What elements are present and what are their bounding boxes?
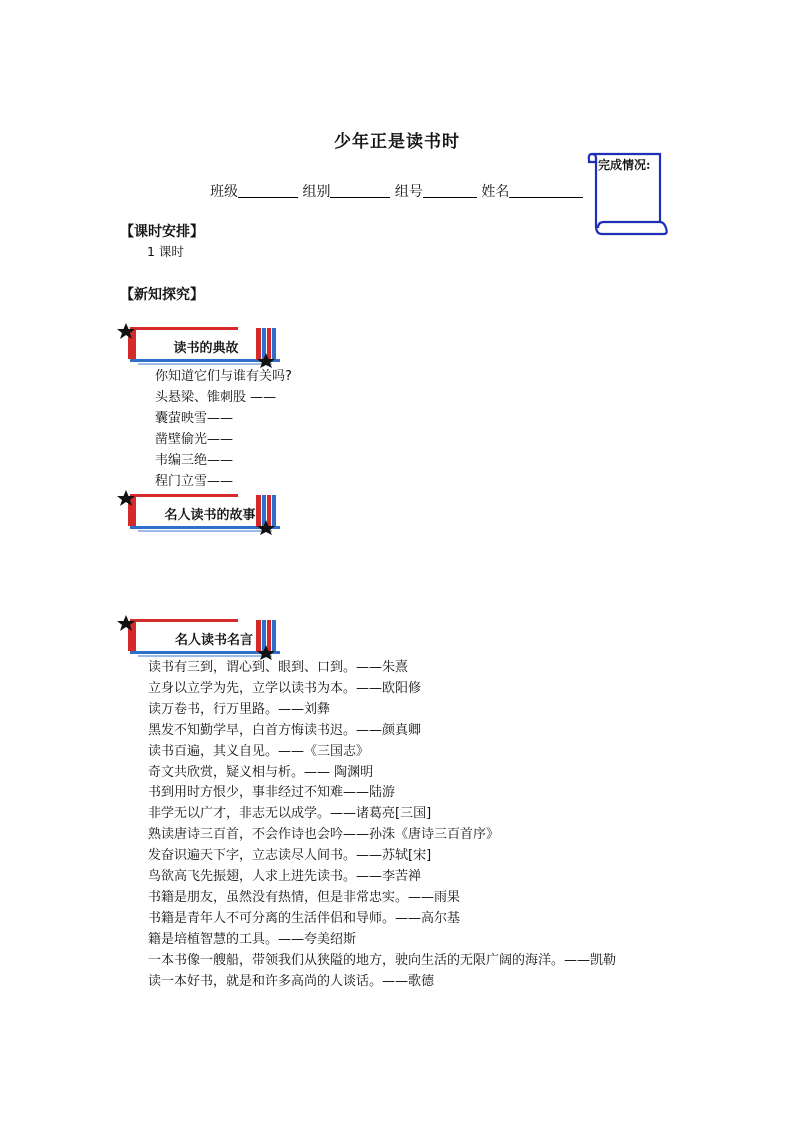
completion-label: 完成情况: [598,158,651,172]
list-item: 鸟欲高飞先振翅，人求上进先读书。——李苦禅 [148,869,422,885]
banner-allusions [116,323,286,368]
list-item: 书籍是朋友，虽然没有热情，但是非常忠实。——雨果 [148,889,461,905]
explore-heading: 【新知探究】 [120,287,204,303]
name-blank[interactable] [509,183,583,198]
list-item: 凿壁偷光—— [155,431,234,447]
banner-quotes [116,615,286,660]
list-item: 程门立雪—— [155,473,234,489]
number-label: 组号 [394,184,423,200]
banner-stories [116,490,286,535]
list-item: 读书有三到，谓心到、眼到、口到。——朱熹 [148,660,409,675]
class-label: 班级 [210,184,238,200]
list-item: 黑发不知勤学早，白首方悔读书迟。——颜真卿 [148,722,422,738]
list-item: 熟读唐诗三百首，不会作诗也会吟——孙洙《唐诗三百首序》 [148,827,500,843]
quotes-list [148,658,616,993]
list-item: 立身以立学为先，立学以读书为本。——欧阳修 [148,680,422,696]
allusions-list [155,367,292,492]
schedule-value: 1 课时 [147,244,184,259]
list-item: 一本书像一艘船，带领我们从狭隘的地方，驶向生活的无限广阔的海洋。——凯勒 [148,952,617,968]
list-item: 读书百遍，其义自见。——《三国志》 [148,743,370,759]
list-item: 奇文共欣赏，疑义相与析。—— 陶渊明 [148,764,374,780]
list-item: 读万卷书，行万里路。——刘彝 [148,701,331,717]
group-label: 组别 [302,184,331,200]
class-blank[interactable] [238,183,298,198]
banner-quotes-label: 名人读书名言 [174,633,253,648]
schedule-heading: 【课时安排】 [120,224,204,240]
list-item: 读一本好书，就是和许多高尚的人谈话。——歌德 [148,973,435,989]
name-label: 姓名 [481,184,510,200]
list-item: 书到用时方恨少，事非经过不知难——陆游 [148,785,396,801]
student-info-row [210,181,583,201]
completion-scroll [586,150,668,238]
list-item: 籍是培植智慧的工具。——夸美绍斯 [148,931,357,947]
list-item: 非学无以广才，非志无以成学。——诸葛亮[三国] [148,806,432,822]
group-blank[interactable] [330,183,390,198]
list-item: 书籍是青年人不可分离的生活伴侣和导师。——高尔基 [148,910,461,926]
number-blank[interactable] [423,183,477,198]
list-item: 头悬梁、锥刺股 —— [155,389,277,405]
list-item: 韦编三绝—— [155,452,234,468]
list-item: 发奋识遍天下字，立志读尽人间书。——苏轼[宋] [148,848,432,864]
page-title: 少年正是读书时 [334,132,460,152]
banner-allusions-label: 读书的典故 [173,341,239,356]
list-item: 囊萤映雪—— [155,410,234,426]
allusion-question: 你知道它们与谁有关吗? [155,369,292,384]
banner-stories-label: 名人读书的故事 [164,508,256,523]
